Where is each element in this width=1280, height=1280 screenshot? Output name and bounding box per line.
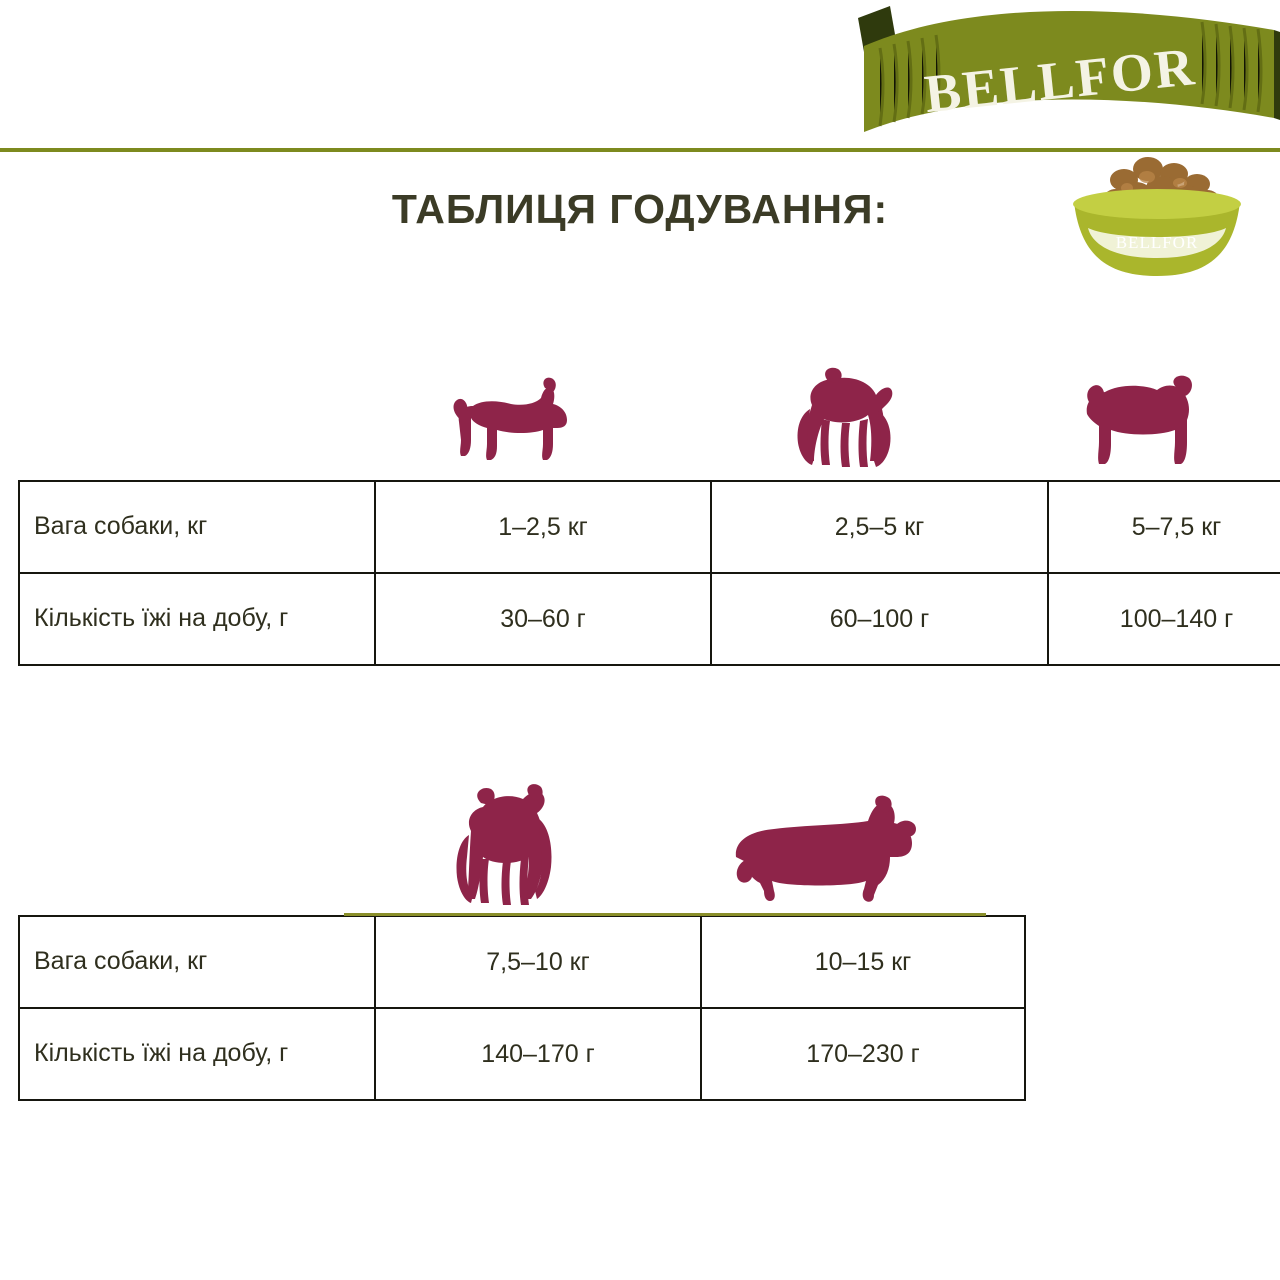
- cell-weight-1: 7,5–10 кг: [375, 916, 701, 1008]
- chihuahua-icon: [344, 370, 676, 480]
- corgi-icon: [666, 795, 986, 915]
- silhouette-row-2: [18, 775, 1262, 915]
- feeding-table-small: [18, 480, 1280, 666]
- feeding-table-block-medium: [18, 775, 1262, 1101]
- yorkshire-terrier-icon: [344, 775, 666, 915]
- cell-weight-2: 10–15 кг: [701, 916, 1025, 1008]
- row-label-weight: Вага собаки, кг: [19, 916, 375, 1008]
- brand-ribbon: [850, 0, 1280, 150]
- feeding-table-block-small: [18, 340, 1262, 666]
- cell-weight-3: 5–7,5 кг: [1048, 481, 1280, 573]
- cell-amount-1: 30–60 г: [375, 573, 711, 665]
- page-title: ТАБЛИЦЯ ГОДУВАННЯ:: [391, 186, 889, 232]
- cell-amount-1: 140–170 г: [375, 1008, 701, 1100]
- row-label-amount: Кількість їжі на добу, г: [19, 573, 375, 665]
- brand-name: BELLFOR: [921, 36, 1199, 125]
- table-row: [19, 481, 1280, 573]
- bowl-brand-label: BELLFOR: [1115, 233, 1199, 252]
- row-label-weight: Вага собаки, кг: [19, 481, 375, 573]
- cell-weight-1: 1–2,5 кг: [375, 481, 711, 573]
- table-row: [19, 1008, 1025, 1100]
- cell-amount-3: 100–140 г: [1048, 573, 1280, 665]
- silhouette-row-1: [18, 340, 1262, 480]
- row-label-amount: Кількість їжі на добу, г: [19, 1008, 375, 1100]
- shih-tzu-icon: [676, 365, 1009, 480]
- cell-weight-2: 2,5–5 кг: [711, 481, 1048, 573]
- feeding-table-medium: [18, 915, 1026, 1101]
- pug-icon: [1009, 370, 1262, 480]
- table-top-rule: [344, 913, 986, 916]
- food-bowl-icon: [1052, 136, 1262, 281]
- table-row: [19, 573, 1280, 665]
- table-row: [19, 916, 1025, 1008]
- cell-amount-2: 60–100 г: [711, 573, 1048, 665]
- cell-amount-2: 170–230 г: [701, 1008, 1025, 1100]
